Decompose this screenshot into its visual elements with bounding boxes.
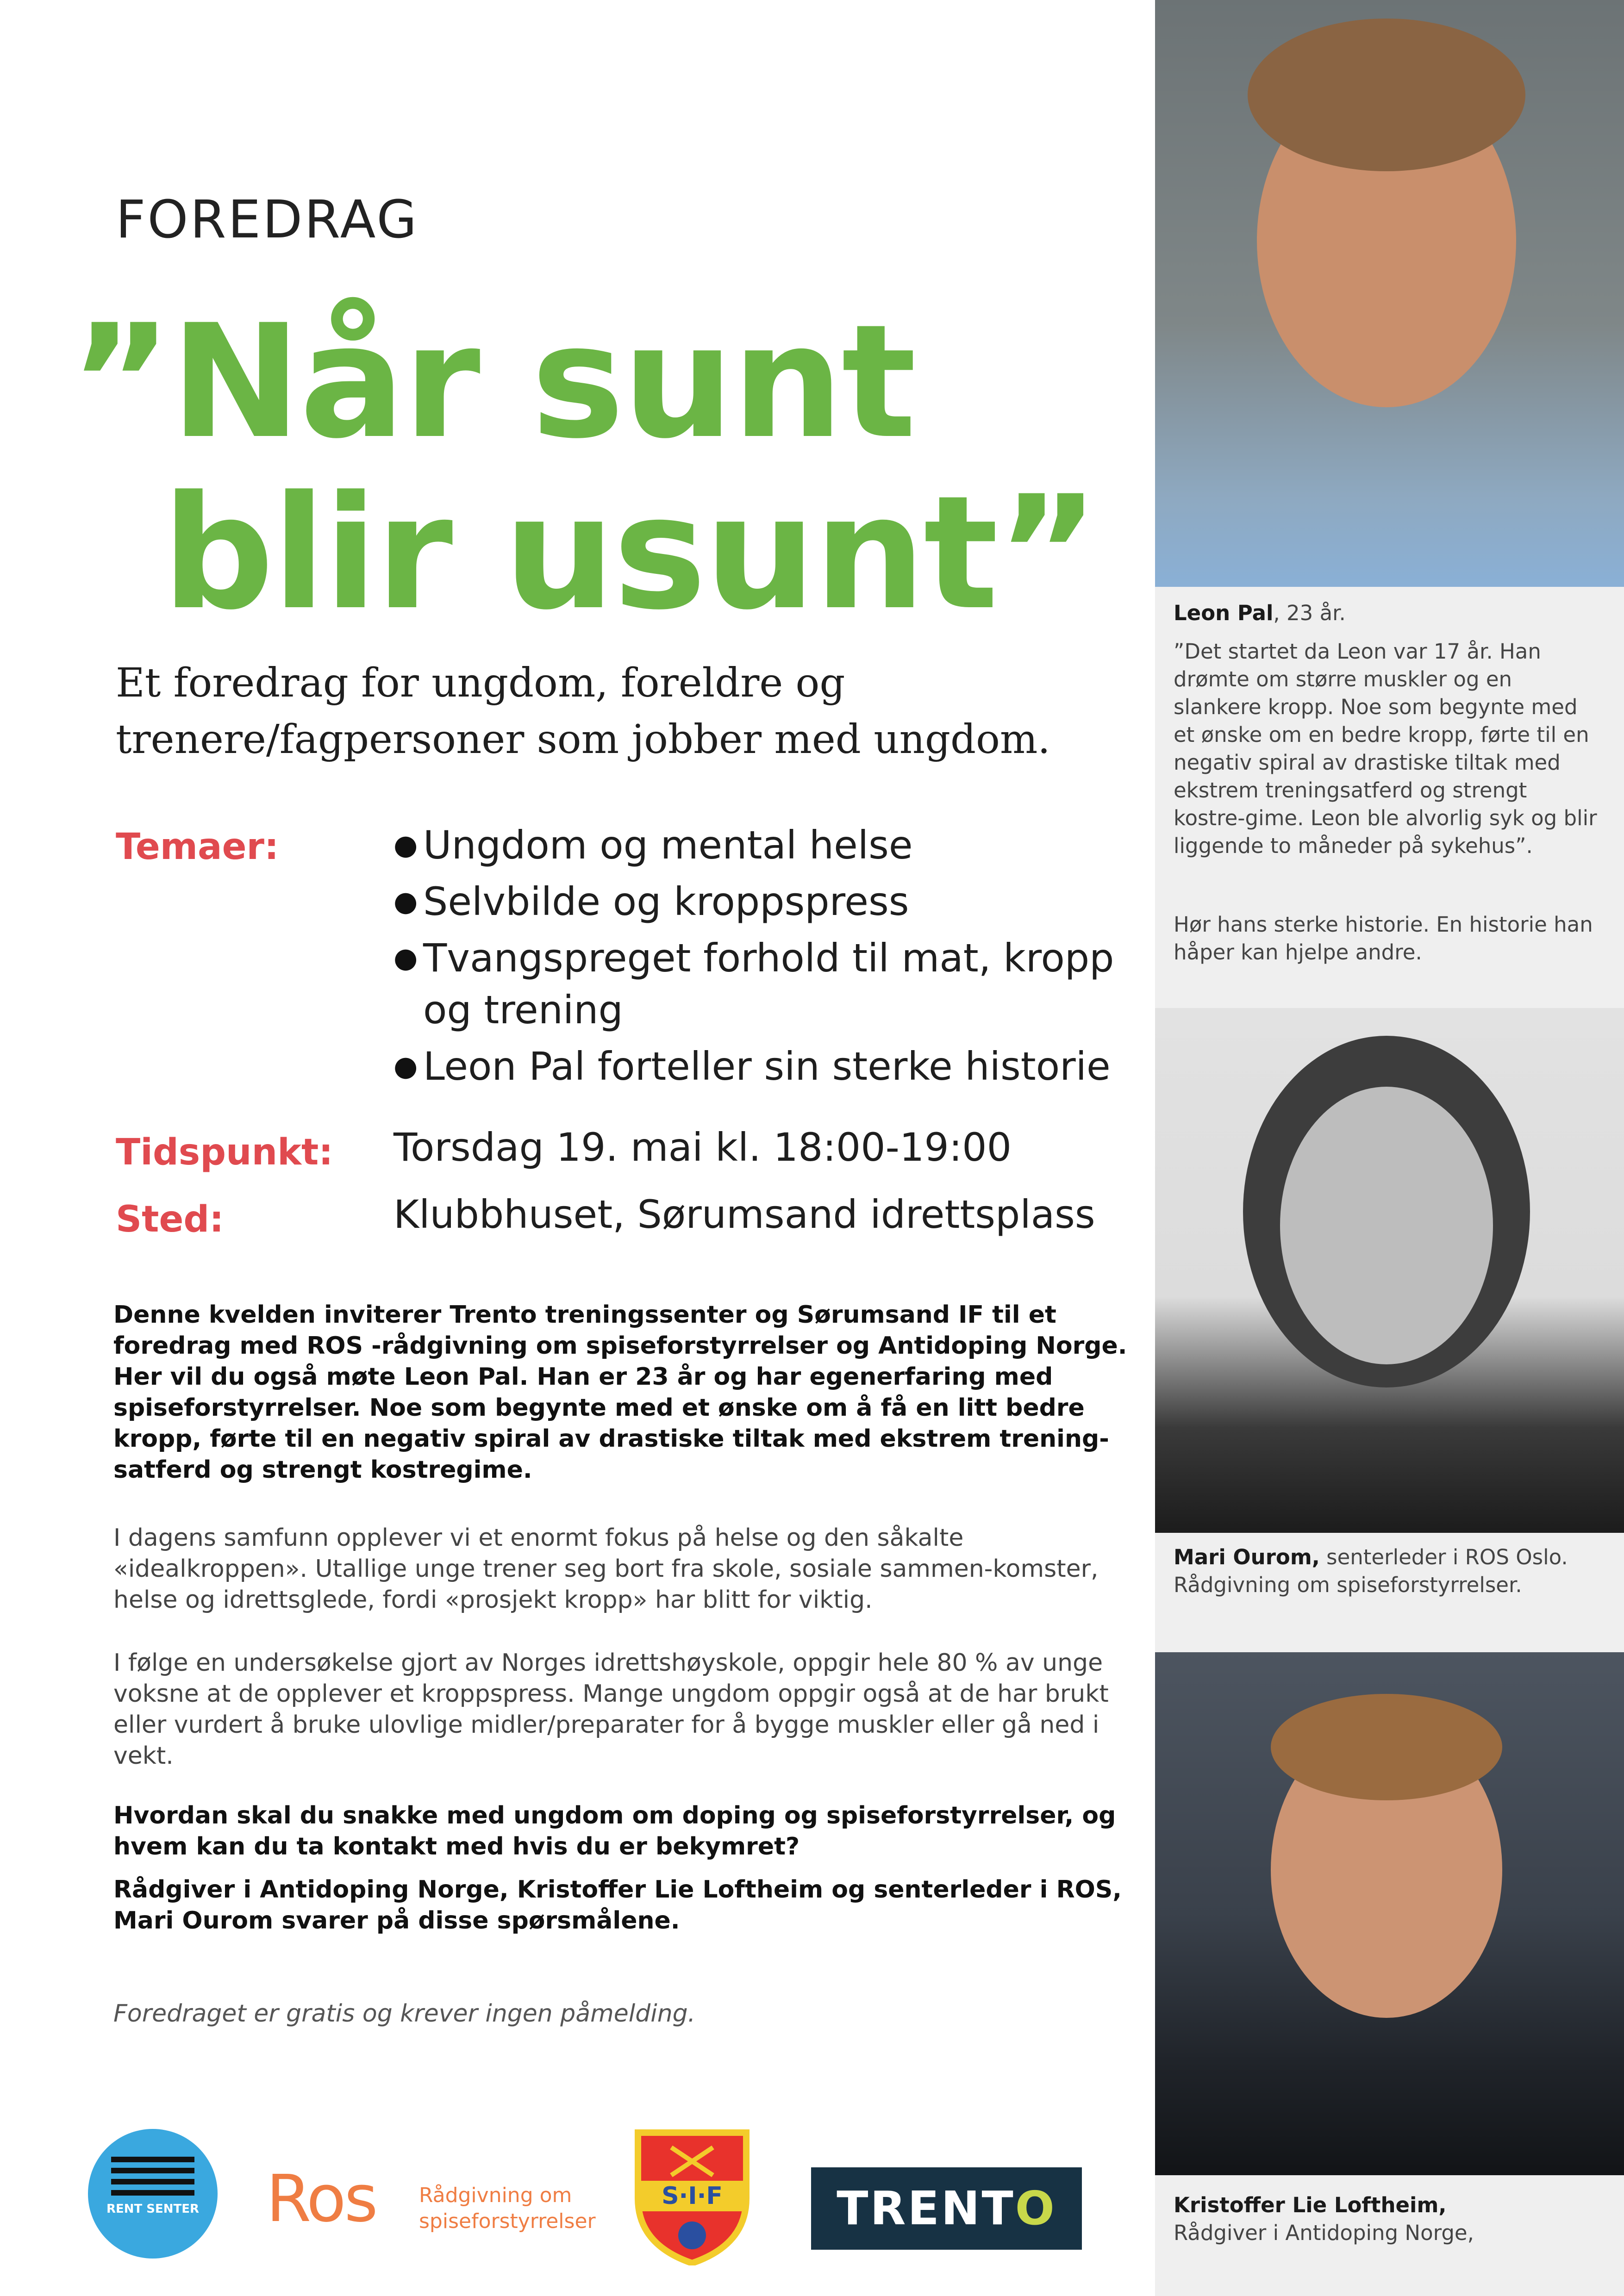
sif-logo-text: S·I·F: [662, 2182, 723, 2210]
ros-logo: [266, 2161, 600, 2237]
mari-role-2: Rådgivning om spiseforstyrrelser.: [1174, 1573, 1522, 1597]
trento-wordmark: TRENTO: [837, 2181, 1056, 2235]
leon-caption: [1174, 599, 1604, 627]
theme-item: ● Selvbilde og kroppspress: [394, 876, 1143, 927]
leon-photo: [1155, 0, 1624, 587]
paragraph-survey: I følge en undersøkelse gjort av Norges idrettshøyskole, oppgir hele 80 % av unge voksne at de opplever et kroppspress. Mange ungdom oppgir også at de har brukt eller vurdert å bruke ulovlige midler/preparater for å bygge muskler eller gå ned i vekt.: [113, 1649, 1109, 1770]
sif-crest-icon: [634, 2129, 750, 2265]
title-line-2: blir usunt”: [162, 462, 1098, 644]
hair-shape: [1271, 1694, 1502, 1800]
mari-caption: [1174, 1543, 1604, 1599]
face-shape: [1280, 1087, 1493, 1364]
kicker: FOREDRAG: [116, 190, 419, 250]
mari-photo: [1155, 1008, 1624, 1533]
leon-age: , 23 år.: [1273, 601, 1346, 625]
theme-item: ● Tvangspreget forhold til mat, kropp og trening: [394, 932, 1143, 1036]
rent-bars-icon: [111, 2157, 194, 2201]
paragraph-society: I dagens samfunn opplever vi et enormt fokus på helse og den såkalte «idealkroppen». Utallige unge trener seg bort fra skole, sosiale sammen-komster, helse og idrettsglede, fordi «prosjekt kropp» har blitt for viktig.: [113, 1524, 1099, 1614]
kristoffer-photo: [1155, 1652, 1624, 2175]
hair-shape: [1248, 19, 1525, 171]
title-line-1: ”Når sunt: [69, 291, 915, 473]
rent-logo-text: RENT SENTER: [106, 2202, 200, 2216]
mari-name: Mari Ourom,: [1174, 1545, 1320, 1569]
kristoffer-caption: [1174, 2191, 1604, 2247]
sif-logo: [634, 2129, 750, 2265]
question-paragraph: Hvordan skal du snakke med ungdom om doping og spiseforstyrrelser, og hvem kan du ta kontakt med hvis du er bekymret?: [113, 1802, 1116, 1860]
free-note: Foredraget er gratis og krever ingen påmelding.: [113, 2000, 696, 2028]
kristoffer-name: Kristoffer Lie Loftheim,: [1174, 2193, 1447, 2217]
place-value: Klubbhuset, Sørumsand idrettsplass: [394, 1192, 1095, 1237]
answer-paragraph: Rådgiver i Antidoping Norge, Kristoffer Lie Loftheim og senterleder i ROS, Mari Ourom svarer på disse spørsmålene.: [113, 1876, 1122, 1935]
kristoffer-role: Rådgiver i Antidoping Norge,: [1174, 2221, 1474, 2245]
leon-name: Leon Pal: [1174, 601, 1274, 625]
mari-role: senterleder i ROS Oslo.: [1319, 1545, 1568, 1569]
rent-senter-logo: [88, 2129, 218, 2259]
theme-item: ● Ungdom og mental helse: [394, 819, 1143, 871]
subtitle: Et foredrag for ungdom, foreldre og trenere/fagpersoner som jobber med ungdom.: [116, 660, 1050, 763]
theme-item: ● Leon Pal forteller sin sterke historie: [394, 1040, 1143, 1092]
time-label: Tidspunkt:: [116, 1132, 333, 1173]
place-label: Sted:: [116, 1199, 224, 1240]
leon-note: Hør hans sterke historie. En historie han håper kan hjelpe andre.: [1174, 912, 1593, 964]
time-value: Torsdag 19. mai kl. 18:00-19:00: [394, 1125, 1012, 1170]
trento-logo: [811, 2167, 1082, 2250]
themes-label: Temaer:: [116, 826, 279, 868]
ros-tagline: Rådgivning om spiseforstyrrelser: [419, 2184, 596, 2233]
ros-wordmark: Ros: [266, 2161, 376, 2237]
intro-paragraph: Denne kvelden inviterer Trento treningssenter og Sørumsand IF til et foredrag med ROS -rådgivning om spiseforstyrrelser og Antidoping Norge. Her vil du også møte Leon Pal. Han er 23 år og har egenerfaring med spiseforstyrrelser. Noe som begynte med et ønske om å få en litt bedre kropp, førte til en negativ spiral av drastiske tiltak med ekstrem trening-satferd og strengt kostregime.: [113, 1301, 1127, 1484]
page-title: [69, 291, 1098, 644]
themes-list: [394, 819, 1143, 1097]
leon-quote: ”Det startet da Leon var 17 år. Han drømte om større muskler og en slankere kropp. Noe som begynte med et ønske om en bedre kropp, førte til en negativ spiral av drastiske tiltak med ekstrem treningsatferd og strengt kostre-gime. Leon ble alvorlig syk og blir liggende to måneder på sykehus”.: [1174, 639, 1597, 858]
